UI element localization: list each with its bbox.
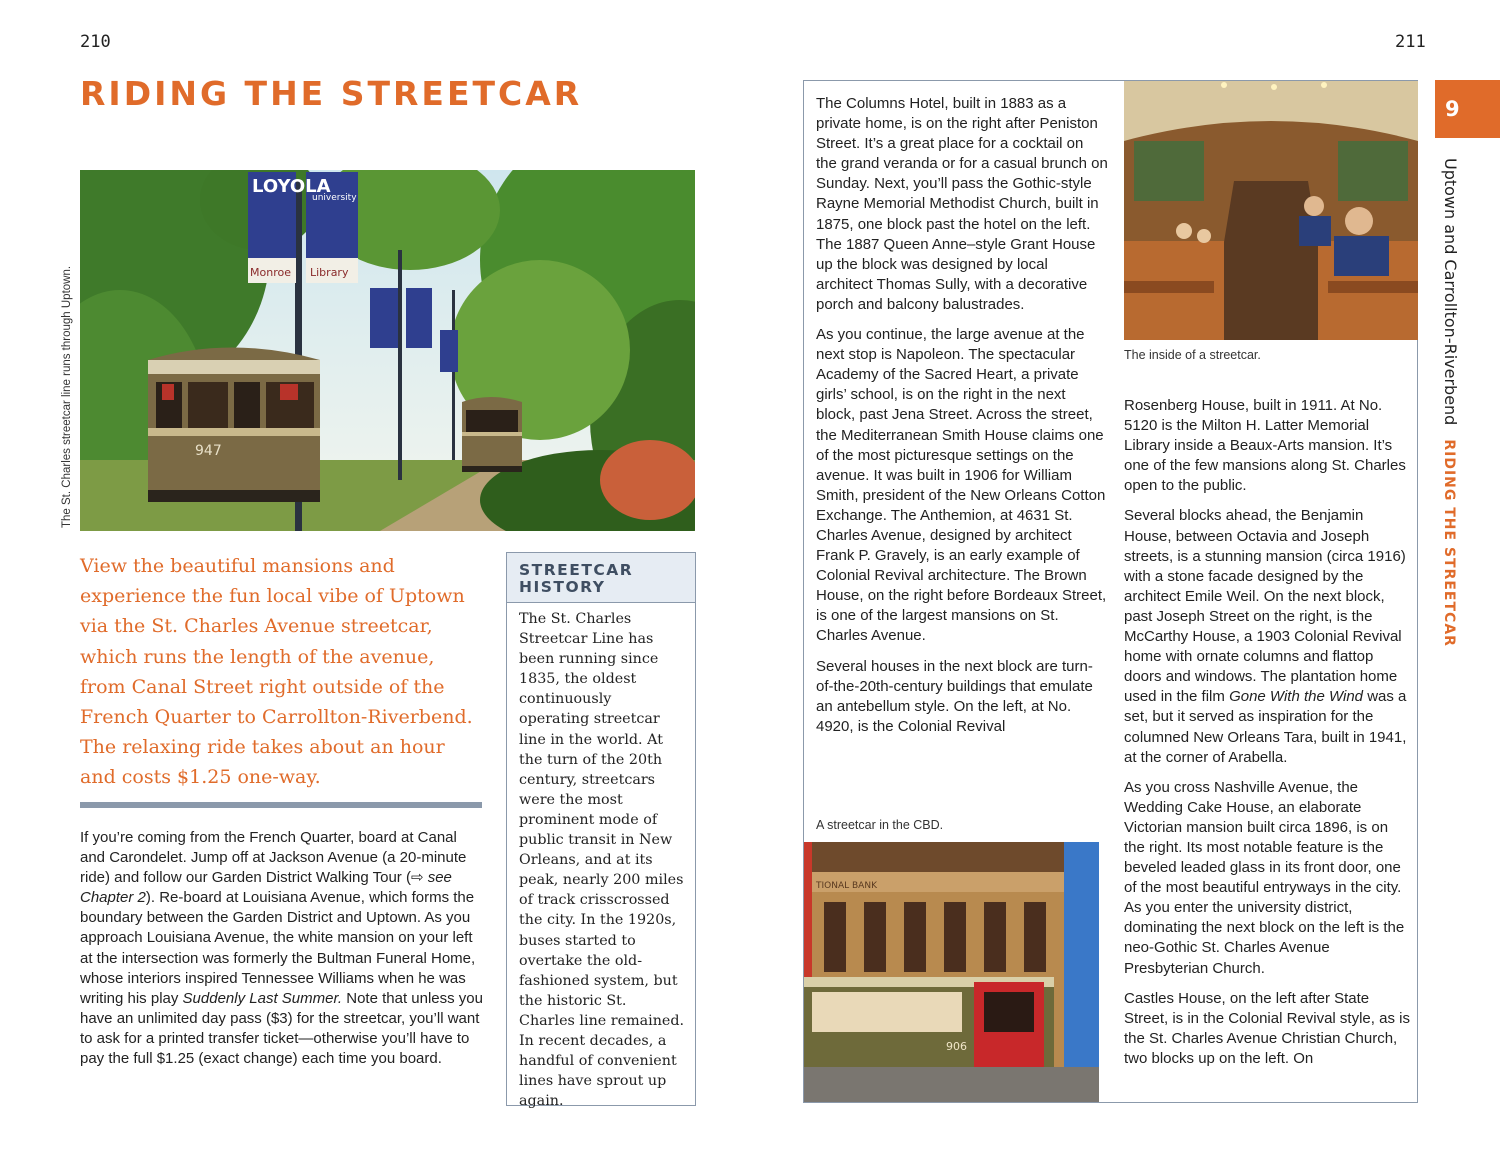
col2-paragraph-2-text-b: was a set, but it served as inspiration for the columned New Orleans Tara, built in 1941, at the corner of Arabella.: [1124, 688, 1407, 766]
banner-monroe-text: Monroe: [250, 266, 291, 279]
lead-paragraph: View the beautiful mansions and experience the fun local vibe of Uptown via the St. Charles Avenue streetcar, which runs the length of the avenue, from Canal Street right outside of the French Quarter to Carrollton-Riverbend. The relaxing ride takes about an hour and costs $1.25 one-way.: [80, 555, 473, 789]
see-reference: see Chapter 2: [80, 869, 452, 907]
photo-streetcar-uptown: [80, 170, 695, 531]
streetcar-history-sidebar: [506, 552, 696, 1110]
col1-paragraph-2: As you continue, the large avenue at the next stop is Napoleon. The spectacular Academy of the Sacred Heart, a private girls’ school, is on the right in the next block, past Jena Street. Across the street, the Mediterranean Smith House claims one of the most picturesque settings on the avenue. It was built in 1906 for William Smith, president of the New Orleans Cotton Exchange. The Anthemion, at 4631 St. Charles Avenue, designed by architect Frank P. Gravely, is an early example of Colonial Revival architecture. The Brown House, on the right before Bordeaux Street, is one of the largest mansions on St. Charles Avenue.: [816, 326, 1107, 645]
body-text-part1: If you’re coming from the French Quarter, board at Canal and Carondelet. Jump off at Jackson Avenue (a 20-minute ride) and follow our Garden District Walking Tour (: [80, 829, 467, 887]
body-text-part2: ). Re-board at Louisiana Avenue, which forms the boundary between the Garden District and Uptown. As you approach Louisiana Avenue, the white mansion on your left at the intersection was formerly the Bultman Funeral Home, whose interiors inspired Tennessee Williams when he was writing his play: [80, 889, 476, 1007]
caption-streetcar-interior: The inside of a streetcar.: [1124, 348, 1261, 362]
streetcar-number-947: 947: [195, 443, 222, 459]
sidebar-text: The St. Charles Streetcar Line has been running since 1835, the oldest continuously operating streetcar line in the world. At the turn of the 20th century, streetcars were the most prominent mode of public transit in New Orleans, and at its peak, nearly 200 miles of track crisscrossed the city. In the 1920s, buses started to overtake the old-fashioned system, but the historic St. Charles line remained. In recent decades, a handful of convenient lines have sprout up again.: [519, 611, 685, 1110]
page-number-left: 210: [80, 32, 111, 52]
body-paragraph-left: [80, 828, 485, 1069]
col2-paragraph-2: [1124, 506, 1412, 767]
section-title: RIDING THE STREETCAR: [1441, 439, 1457, 647]
right-column-2: [1124, 396, 1412, 1079]
page-number-right: 211: [1395, 32, 1426, 52]
section-divider: [80, 802, 482, 808]
caption-cbd-streetcar: A streetcar in the CBD.: [816, 818, 944, 832]
bank-sign-text: TIONAL BANK: [816, 881, 877, 891]
sidebar-title: STREETCAR HISTORY: [507, 553, 695, 603]
chapter-title: Uptown and Carrollton-Riverbend: [1441, 158, 1460, 426]
banner-university-text: university: [312, 193, 357, 203]
banner-loyola-text: LOYOLA: [252, 176, 331, 197]
right-column-1: [816, 94, 1108, 747]
col2-paragraph-2-text-a: Several blocks ahead, the Benjamin House, between Octavia and Joseph streets, is a stunning mansion (circa 1916) with a stone facade designed by the architect Emile Weil. On the next block, past Joseph Street on the right, is the McCarthy House, a 1903 Colonial Revival home with ornate columns and flattop doors and windows. The plantation home used in the film: [1124, 507, 1406, 706]
photo-caption-streetcar-uptown: The St. Charles streetcar line runs through Uptown.: [61, 265, 73, 528]
col1-paragraph-3: Several houses in the next block are turn-of-the-20th-century buildings that emulate an antebellum style. On the left, at No. 4920, is the Colonial Revival: [816, 657, 1093, 735]
col2-paragraph-3: As you cross Nashville Avenue, the Wedding Cake House, an elaborate Victorian mansion built circa 1896, is on the right. Its most notable feature is the beveled leaded glass in its front door, one of the most beautiful entryways in the city. As you enter the university district, dominating the next block on the left is the neo-Gothic St. Charles Avenue Presbyterian Church.: [1124, 778, 1405, 977]
col2-paragraph-4: Castles House, on the left after State Street, is in the Colonial Revival style, as is the St. Charles Avenue Christian Church, two blocks up on the left. On: [1124, 989, 1410, 1067]
film-title: Gone With the Wind: [1229, 688, 1364, 706]
photo-streetcar-cbd: [804, 842, 1099, 1102]
banner-library-text: Library: [310, 266, 349, 279]
streetcar-number-906: 906: [946, 1040, 967, 1053]
col1-paragraph-1: The Columns Hotel, built in 1883 as a private home, is on the right after Peniston Street. It’s a great place for a cocktail on the grand veranda or for a casual brunch on Sunday. Next, you’ll pass the Gothic-style Rayne Memorial Methodist Church, built in 1875, one block past the hotel on the left. The 1887 Queen Anne–style Grant House up the block was designed by local architect Thomas Sully, with a decorative porch and balcony balustrades.: [816, 95, 1108, 313]
page-title: RIDING THE STREETCAR: [80, 74, 583, 113]
chapter-running-head: [1441, 158, 1460, 647]
chapter-number-tab: 9: [1435, 80, 1500, 138]
col2-paragraph-1: Rosenberg House, built in 1911. At No. 5120 is the Milton H. Latter Memorial Library inside a Beaux-Arts mansion. It’s one of the few mansions along St. Charles open to the public.: [1124, 397, 1406, 495]
body-text-part3: Note that unless you have an unlimited day pass ($3) for the streetcar, you’ll want to ask for a printed transfer ticket—otherwise you’ll have to pay the full $1.25 (exact change) each time you board.: [80, 989, 483, 1068]
photo-streetcar-interior: [1124, 81, 1418, 340]
arrow-icon: ⇨: [410, 869, 424, 887]
play-title: Suddenly Last Summer.: [182, 989, 343, 1007]
